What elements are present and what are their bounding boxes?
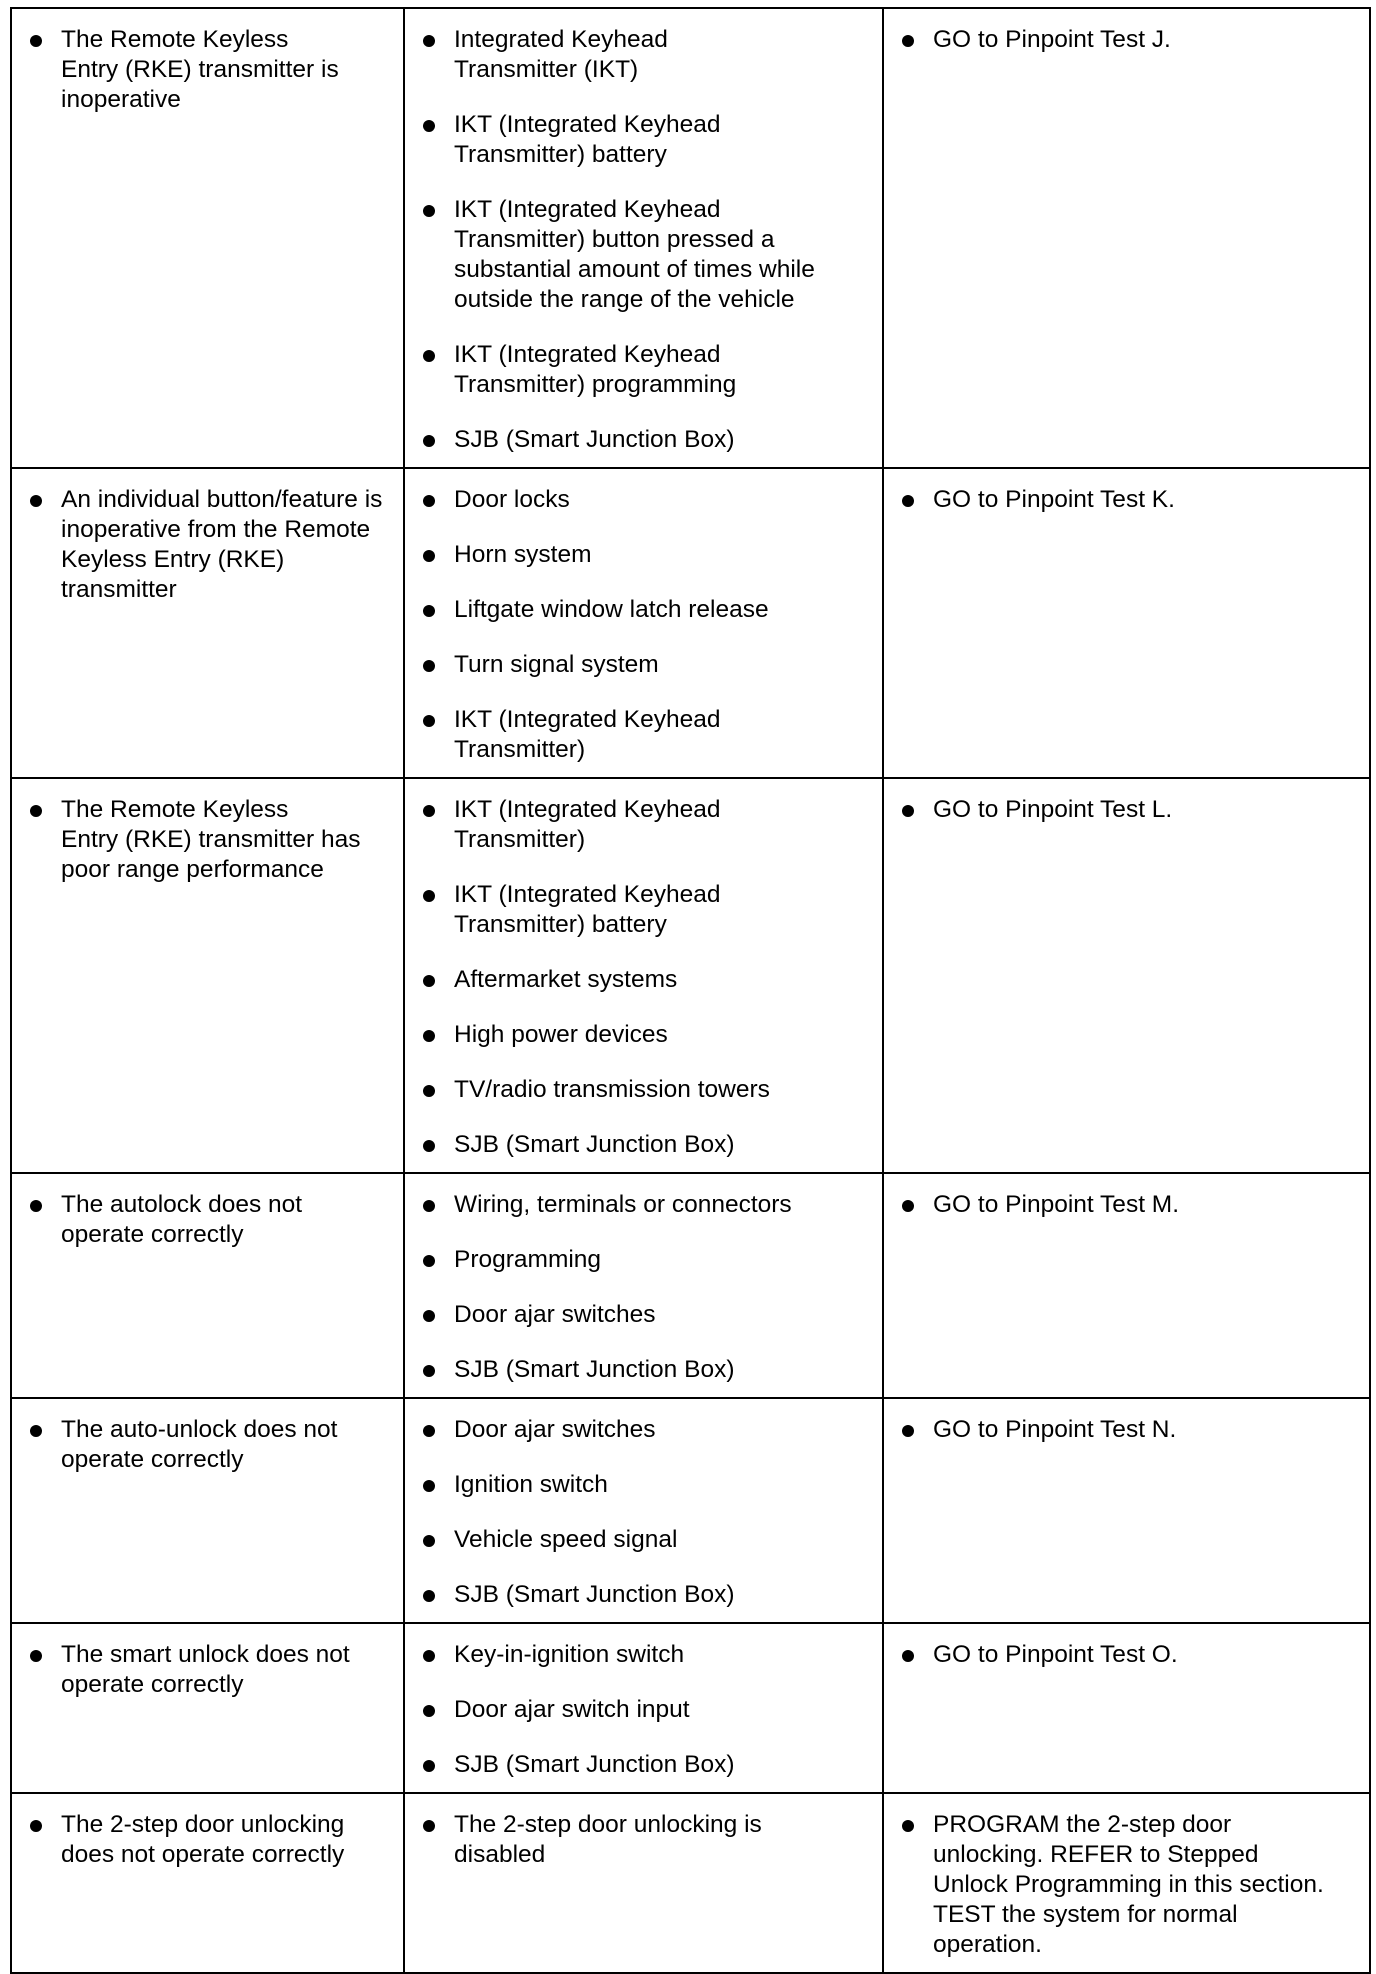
bullet-text: Programming — [454, 1246, 602, 1273]
bullet-icon — [902, 1650, 914, 1662]
list-item — [419, 705, 872, 765]
bullet-text: IKT (Integrated Keyhead Transmitter) — [454, 706, 721, 763]
list-item — [26, 795, 393, 885]
possible-source-cell — [404, 1398, 883, 1623]
possible-source-cell-list — [419, 1415, 872, 1610]
action-cell — [883, 1398, 1370, 1623]
list-item — [419, 1525, 872, 1555]
possible-source-cell-list — [419, 1810, 872, 1870]
bullet-icon — [423, 1200, 435, 1212]
bullet-text: Liftgate window latch release — [454, 596, 769, 623]
bullet-icon — [423, 1085, 435, 1097]
symptom-cell — [11, 1623, 404, 1793]
table-row — [11, 778, 1370, 1173]
bullet-icon — [423, 435, 435, 447]
possible-source-cell — [404, 778, 883, 1173]
action-cell-list — [898, 25, 1359, 55]
list-item — [419, 1470, 872, 1500]
bullet-text: Ignition switch — [454, 1471, 608, 1498]
symptom-cell-list — [26, 1415, 393, 1475]
list-item — [419, 1300, 872, 1330]
list-item — [419, 1355, 872, 1385]
bullet-icon — [423, 1030, 435, 1042]
symptom-cell-list — [26, 25, 393, 115]
bullet-icon — [902, 495, 914, 507]
possible-source-cell-list — [419, 485, 872, 765]
bullet-icon — [902, 805, 914, 817]
action-cell-list — [898, 1415, 1359, 1445]
list-item — [419, 1020, 872, 1050]
bullet-text: Door ajar switches — [454, 1301, 656, 1328]
possible-source-cell — [404, 1623, 883, 1793]
bullet-text: IKT (Integrated Keyhead Transmitter) button pressed a substantial amount of times while outside the range of the vehicle — [454, 196, 815, 313]
list-item — [419, 340, 872, 400]
bullet-text: GO to Pinpoint Test N. — [933, 1416, 1177, 1443]
action-cell — [883, 1173, 1370, 1398]
action-cell — [883, 1793, 1370, 1973]
possible-source-cell — [404, 8, 883, 468]
bullet-icon — [423, 1480, 435, 1492]
bullet-text: SJB (Smart Junction Box) — [454, 1581, 735, 1608]
list-item — [419, 650, 872, 680]
list-item — [898, 485, 1359, 515]
bullet-icon — [423, 890, 435, 902]
list-item — [898, 1640, 1359, 1670]
symptom-cell — [11, 1173, 404, 1398]
bullet-text: Wiring, terminals or connectors — [454, 1191, 792, 1218]
bullet-text: GO to Pinpoint Test O. — [933, 1641, 1178, 1668]
symptom-cell-list — [26, 1640, 393, 1700]
bullet-text: The Remote Keyless Entry (RKE) transmitter is inoperative — [61, 26, 339, 113]
bullet-icon — [423, 120, 435, 132]
action-cell — [883, 8, 1370, 468]
bullet-icon — [30, 1425, 42, 1437]
table-row — [11, 1173, 1370, 1398]
bullet-text: IKT (Integrated Keyhead Transmitter) battery — [454, 111, 721, 168]
bullet-icon — [902, 1200, 914, 1212]
bullet-text: SJB (Smart Junction Box) — [454, 1356, 735, 1383]
bullet-text: IKT (Integrated Keyhead Transmitter) — [454, 796, 721, 853]
list-item — [419, 485, 872, 515]
bullet-icon — [423, 35, 435, 47]
list-item — [419, 1130, 872, 1160]
list-item — [419, 795, 872, 855]
symptom-cell-list — [26, 1190, 393, 1250]
bullet-icon — [423, 1705, 435, 1717]
bullet-icon — [423, 805, 435, 817]
action-cell-list — [898, 1190, 1359, 1220]
bullet-icon — [30, 1650, 42, 1662]
symptom-cell — [11, 1398, 404, 1623]
bullet-text: An individual button/feature is inoperative from the Remote Keyless Entry (RKE) transmitter — [61, 486, 383, 603]
symptom-cell — [11, 1793, 404, 1973]
bullet-icon — [30, 35, 42, 47]
bullet-icon — [423, 1140, 435, 1152]
symptom-cell — [11, 778, 404, 1173]
bullet-text: Door ajar switch input — [454, 1696, 690, 1723]
bullet-icon — [902, 1425, 914, 1437]
list-item — [26, 1810, 393, 1870]
bullet-icon — [423, 715, 435, 727]
list-item — [419, 425, 872, 455]
symptom-cell — [11, 468, 404, 778]
bullet-text: Aftermarket systems — [454, 966, 678, 993]
bullet-text: TV/radio transmission towers — [454, 1076, 770, 1103]
bullet-text: The 2-step door unlocking is disabled — [454, 1811, 762, 1868]
bullet-text: The autolock does not operate correctly — [61, 1191, 303, 1248]
bullet-icon — [423, 205, 435, 217]
bullet-icon — [423, 660, 435, 672]
list-item — [898, 795, 1359, 825]
possible-source-cell — [404, 1793, 883, 1973]
list-item — [26, 485, 393, 605]
bullet-text: GO to Pinpoint Test M. — [933, 1191, 1180, 1218]
possible-source-cell — [404, 468, 883, 778]
action-cell — [883, 468, 1370, 778]
bullet-icon — [423, 1650, 435, 1662]
list-item — [419, 1190, 872, 1220]
bullet-text: Integrated Keyhead Transmitter (IKT) — [454, 26, 668, 83]
bullet-icon — [423, 1310, 435, 1322]
bullet-icon — [423, 1255, 435, 1267]
bullet-icon — [902, 35, 914, 47]
bullet-text: SJB (Smart Junction Box) — [454, 1751, 735, 1778]
bullet-text: IKT (Integrated Keyhead Transmitter) battery — [454, 881, 721, 938]
list-item — [419, 1580, 872, 1610]
bullet-text: GO to Pinpoint Test L. — [933, 796, 1173, 823]
bullet-text: GO to Pinpoint Test K. — [933, 486, 1175, 513]
symptom-chart-table — [10, 7, 1371, 1974]
bullet-icon — [30, 1820, 42, 1832]
bullet-icon — [423, 550, 435, 562]
bullet-icon — [30, 495, 42, 507]
list-item — [419, 1810, 872, 1870]
table-row — [11, 8, 1370, 468]
bullet-text: Door ajar switches — [454, 1416, 656, 1443]
bullet-text: Door locks — [454, 486, 570, 513]
list-item — [898, 25, 1359, 55]
symptom-cell — [11, 8, 404, 468]
list-item — [419, 540, 872, 570]
bullet-icon — [423, 1365, 435, 1377]
symptom-cell-list — [26, 1810, 393, 1870]
bullet-text: Vehicle speed signal — [454, 1526, 678, 1553]
possible-source-cell-list — [419, 795, 872, 1160]
action-cell-list — [898, 485, 1359, 515]
table-row — [11, 468, 1370, 778]
bullet-text: Horn system — [454, 541, 592, 568]
list-item — [419, 1075, 872, 1105]
list-item — [26, 25, 393, 115]
bullet-text: The 2-step door unlocking does not operate correctly — [61, 1811, 345, 1868]
symptom-cell-list — [26, 795, 393, 885]
list-item — [26, 1415, 393, 1475]
bullet-text: PROGRAM the 2-step door unlocking. REFER to Stepped Unlock Programming in this section. TEST the system for normal operation. — [933, 1811, 1324, 1958]
list-item — [419, 595, 872, 625]
bullet-icon — [30, 805, 42, 817]
bullet-text: The smart unlock does not operate correctly — [61, 1641, 350, 1698]
possible-source-cell-list — [419, 25, 872, 455]
list-item — [419, 1640, 872, 1670]
list-item — [898, 1810, 1359, 1960]
possible-source-cell-list — [419, 1640, 872, 1780]
bullet-icon — [423, 975, 435, 987]
list-item — [898, 1190, 1359, 1220]
bullet-text: The Remote Keyless Entry (RKE) transmitter has poor range performance — [61, 796, 361, 883]
bullet-icon — [423, 1820, 435, 1832]
list-item — [419, 1245, 872, 1275]
table-row — [11, 1398, 1370, 1623]
list-item — [898, 1415, 1359, 1445]
bullet-icon — [902, 1820, 914, 1832]
possible-source-cell-list — [419, 1190, 872, 1385]
list-item — [419, 25, 872, 85]
bullet-text: High power devices — [454, 1021, 668, 1048]
list-item — [419, 880, 872, 940]
possible-source-cell — [404, 1173, 883, 1398]
list-item — [419, 1415, 872, 1445]
list-item — [419, 110, 872, 170]
bullet-icon — [423, 1760, 435, 1772]
list-item — [26, 1640, 393, 1700]
bullet-icon — [423, 1425, 435, 1437]
bullet-icon — [30, 1200, 42, 1212]
list-item — [419, 1695, 872, 1725]
bullet-text: SJB (Smart Junction Box) — [454, 1131, 735, 1158]
bullet-icon — [423, 1590, 435, 1602]
bullet-icon — [423, 605, 435, 617]
list-item — [26, 1190, 393, 1250]
bullet-icon — [423, 495, 435, 507]
list-item — [419, 965, 872, 995]
bullet-text: The auto-unlock does not operate correctly — [61, 1416, 338, 1473]
action-cell — [883, 778, 1370, 1173]
action-cell-list — [898, 795, 1359, 825]
bullet-text: Turn signal system — [454, 651, 659, 678]
bullet-text: Key-in-ignition switch — [454, 1641, 685, 1668]
list-item — [419, 1750, 872, 1780]
bullet-text: GO to Pinpoint Test J. — [933, 26, 1171, 53]
table-row — [11, 1793, 1370, 1973]
table-body — [11, 8, 1370, 1973]
action-cell-list — [898, 1810, 1359, 1960]
action-cell — [883, 1623, 1370, 1793]
bullet-icon — [423, 350, 435, 362]
action-cell-list — [898, 1640, 1359, 1670]
bullet-text: IKT (Integrated Keyhead Transmitter) programming — [454, 341, 737, 398]
table-row — [11, 1623, 1370, 1793]
bullet-icon — [423, 1535, 435, 1547]
symptom-cell-list — [26, 485, 393, 605]
bullet-text: SJB (Smart Junction Box) — [454, 426, 735, 453]
list-item — [419, 195, 872, 315]
